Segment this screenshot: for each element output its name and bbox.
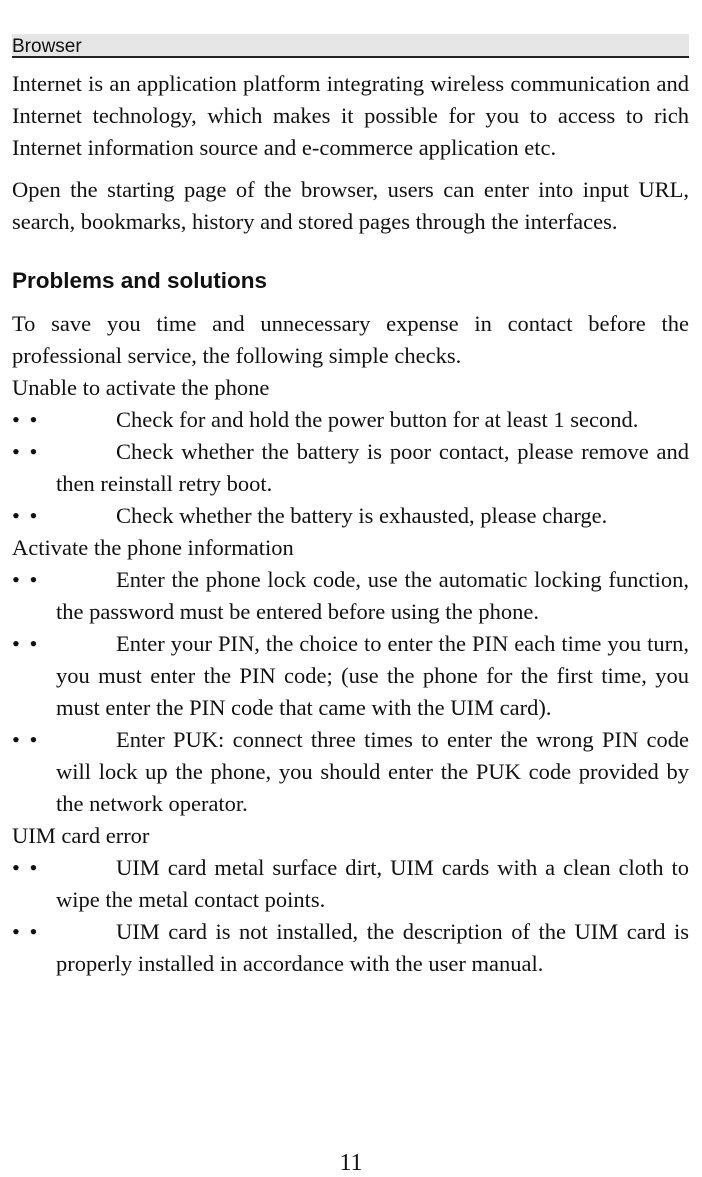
bullet-icon: • • bbox=[12, 919, 40, 944]
list-item: • • Check whether the battery is poor contact, please remove and then reinstall retry boot. bbox=[12, 436, 689, 500]
list-item: • • UIM card is not installed, the description of the UIM card is properly installed in accordance with the user manual. bbox=[12, 916, 689, 980]
document-body bbox=[12, 68, 689, 980]
bullet-icon: • • bbox=[12, 567, 40, 592]
bullet-icon: • • bbox=[12, 855, 40, 880]
bullet-icon: • • bbox=[12, 727, 40, 752]
list-item: • • Enter the phone lock code, use the automatic locking function, the password must be entered before using the phone. bbox=[12, 564, 689, 628]
list-item: • • Check for and hold the power button for at least 1 second. bbox=[12, 404, 689, 436]
group-label: UIM card error bbox=[12, 823, 150, 848]
bullet-icon: • • bbox=[12, 631, 40, 656]
bullet-icon: • • bbox=[12, 503, 40, 528]
document-page bbox=[12, 34, 689, 980]
group-label: Activate the phone information bbox=[12, 535, 294, 560]
page-number: 11 bbox=[339, 1150, 363, 1176]
group-label: Unable to activate the phone bbox=[12, 375, 270, 400]
list-item: • • Enter your PIN, the choice to enter the PIN each time you turn, you must enter the PIN code; (use the phone for the first time, you must enter the PIN code that came with the UIM card). bbox=[12, 628, 689, 724]
list-item: • • Enter PUK: connect three times to enter the wrong PIN code will lock up the phone, you should enter the PUK code provided by the network operator. bbox=[12, 724, 689, 820]
list-item: • • Check whether the battery is exhausted, please charge. bbox=[12, 500, 689, 532]
section-title: Browser bbox=[12, 36, 82, 57]
intro-paragraph-1: Internet is an application platform integrating wireless communication and Internet technology, which makes it possible for you to access to rich Internet information source and e-commerce application etc. bbox=[12, 71, 689, 160]
problems-intro: To save you time and unnecessary expense in contact before the professional service, the following simple checks. bbox=[12, 311, 689, 368]
bullet-icon: • • bbox=[12, 407, 40, 432]
problems-heading: Problems and solutions bbox=[12, 268, 268, 293]
bullet-icon: • • bbox=[12, 439, 40, 464]
list-item: • • UIM card metal surface dirt, UIM cards with a clean cloth to wipe the metal contact points. bbox=[12, 852, 689, 916]
section-header bbox=[12, 34, 689, 58]
intro-paragraph-2: Open the starting page of the browser, users can enter into input URL, search, bookmarks, history and stored pages through the interfaces. bbox=[12, 177, 689, 234]
